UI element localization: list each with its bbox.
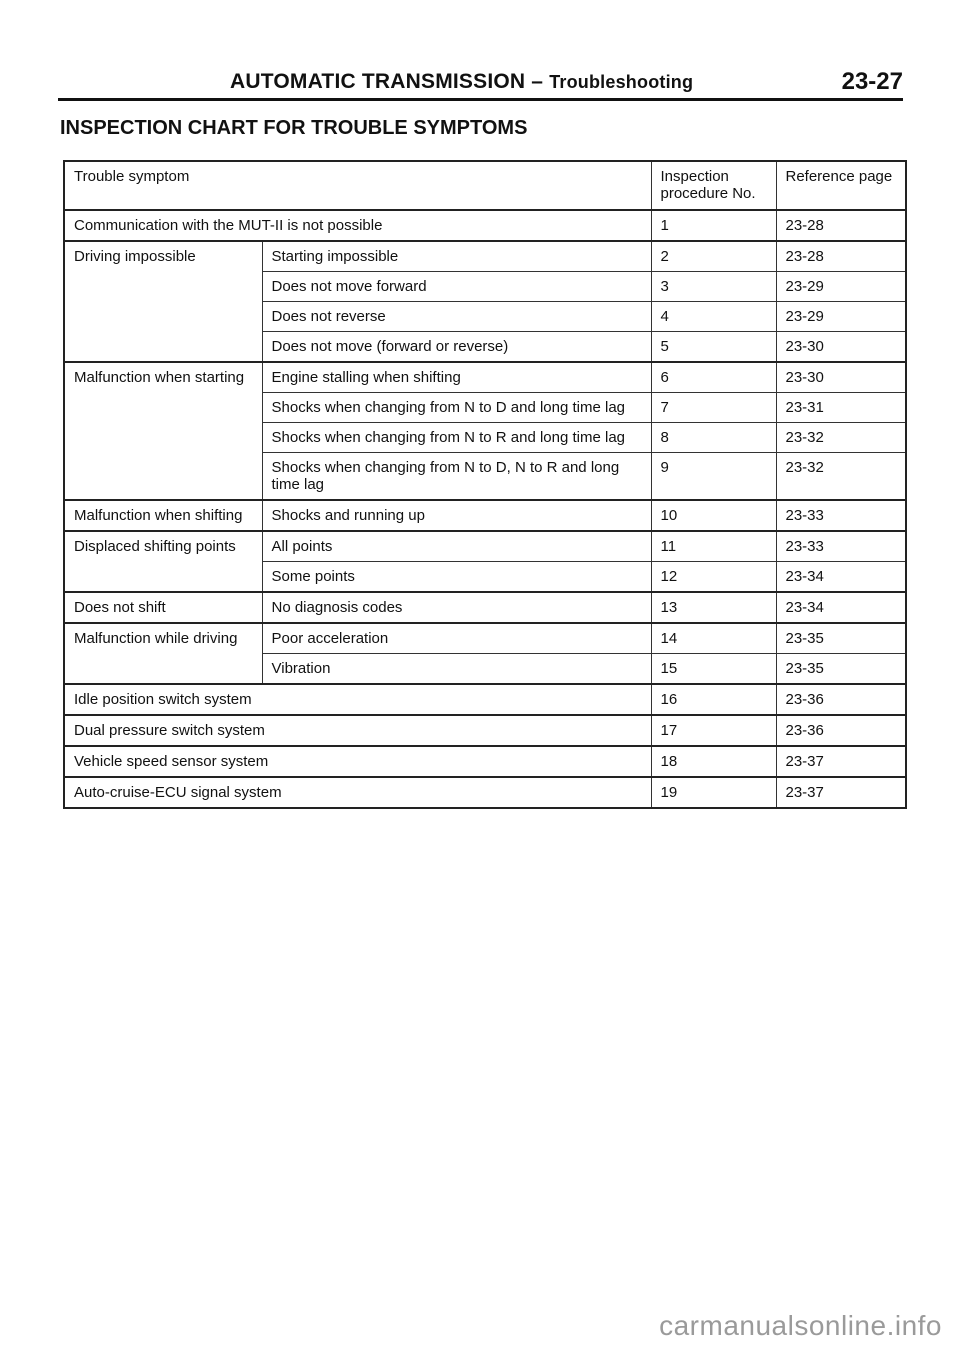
procedure-no-cell: 18 [651, 746, 776, 777]
procedure-no-cell: 19 [651, 777, 776, 808]
reference-page-cell: 23-36 [776, 684, 906, 715]
column-header-symptom: Trouble symptom [64, 161, 651, 210]
reference-page-cell: 23-29 [776, 302, 906, 332]
symptom-category-cell: Malfunction when shifting [64, 500, 262, 531]
procedure-no-cell: 15 [651, 654, 776, 685]
procedure-no-cell: 13 [651, 592, 776, 623]
procedure-no-cell: 12 [651, 562, 776, 593]
symptom-cell: Some points [262, 562, 651, 593]
table-body [64, 210, 906, 808]
reference-page-cell: 23-36 [776, 715, 906, 746]
symptom-category-cell: Idle position switch system [64, 684, 651, 715]
symptom-category-cell: Malfunction while driving [64, 623, 262, 684]
inspection-chart-table [63, 160, 907, 809]
table-row [64, 684, 906, 715]
chart-title: INSPECTION CHART FOR TROUBLE SYMPTOMS [60, 117, 528, 139]
reference-page-cell: 23-32 [776, 453, 906, 501]
procedure-no-cell: 14 [651, 623, 776, 654]
procedure-no-cell: 17 [651, 715, 776, 746]
symptom-category-cell: Auto-cruise-ECU signal system [64, 777, 651, 808]
column-header-procedure: Inspection procedure No. [651, 161, 776, 210]
procedure-no-cell: 2 [651, 241, 776, 272]
procedure-no-cell: 5 [651, 332, 776, 363]
table-row [64, 362, 906, 393]
symptom-cell: Vibration [262, 654, 651, 685]
page-number: 23-27 [841, 68, 903, 95]
section-subtitle: Troubleshooting [549, 72, 694, 92]
procedure-no-cell: 4 [651, 302, 776, 332]
page-header [58, 66, 903, 101]
section-title-main: AUTOMATIC TRANSMISSION [230, 70, 526, 93]
symptom-category-cell: Dual pressure switch system [64, 715, 651, 746]
procedure-no-cell: 10 [651, 500, 776, 531]
table-row [64, 241, 906, 272]
table-row [64, 623, 906, 654]
procedure-no-cell: 3 [651, 272, 776, 302]
watermark: carmanualsonline.info [659, 1310, 942, 1341]
symptom-cell: Shocks and running up [262, 500, 651, 531]
reference-page-cell: 23-35 [776, 654, 906, 685]
table-row [64, 531, 906, 562]
reference-page-cell: 23-30 [776, 332, 906, 363]
reference-page-cell: 23-32 [776, 423, 906, 453]
reference-page-cell: 23-37 [776, 777, 906, 808]
table-row [64, 715, 906, 746]
table-row [64, 777, 906, 808]
table-row [64, 746, 906, 777]
symptom-cell: All points [262, 531, 651, 562]
symptom-cell: Poor acceleration [262, 623, 651, 654]
procedure-no-cell: 1 [651, 210, 776, 241]
title-separator: – [531, 70, 544, 93]
column-header-reference: Reference page [776, 161, 906, 210]
reference-page-cell: 23-33 [776, 531, 906, 562]
symptom-cell: Starting impossible [262, 241, 651, 272]
table-row [64, 210, 906, 241]
reference-page-cell: 23-30 [776, 362, 906, 393]
reference-page-cell: 23-31 [776, 393, 906, 423]
symptom-cell: Does not move (forward or reverse) [262, 332, 651, 363]
symptom-category-cell: Vehicle speed sensor system [64, 746, 651, 777]
procedure-no-cell: 9 [651, 453, 776, 501]
symptom-cell: Shocks when changing from N to D and long time lag [262, 393, 651, 423]
symptom-cell: Does not reverse [262, 302, 651, 332]
symptom-cell: Does not move forward [262, 272, 651, 302]
table-header-row [64, 161, 906, 210]
table-row [64, 500, 906, 531]
procedure-no-cell: 7 [651, 393, 776, 423]
table-row [64, 592, 906, 623]
procedure-no-cell: 6 [651, 362, 776, 393]
reference-page-cell: 23-34 [776, 562, 906, 593]
symptom-category-cell: Malfunction when starting [64, 362, 262, 500]
symptom-cell: Shocks when changing from N to R and long time lag [262, 423, 651, 453]
reference-page-cell: 23-33 [776, 500, 906, 531]
symptom-category-cell: Communication with the MUT-II is not possible [64, 210, 651, 241]
symptom-cell: No diagnosis codes [262, 592, 651, 623]
procedure-no-cell: 16 [651, 684, 776, 715]
symptom-cell: Shocks when changing from N to D, N to R and long time lag [262, 453, 651, 501]
reference-page-cell: 23-34 [776, 592, 906, 623]
symptom-cell: Engine stalling when shifting [262, 362, 651, 393]
reference-page-cell: 23-28 [776, 241, 906, 272]
procedure-no-cell: 8 [651, 423, 776, 453]
symptom-category-cell: Driving impossible [64, 241, 262, 362]
symptom-category-cell: Does not shift [64, 592, 262, 623]
section-title [230, 70, 693, 94]
reference-page-cell: 23-29 [776, 272, 906, 302]
symptom-category-cell: Displaced shifting points [64, 531, 262, 592]
procedure-no-cell: 11 [651, 531, 776, 562]
reference-page-cell: 23-37 [776, 746, 906, 777]
reference-page-cell: 23-35 [776, 623, 906, 654]
reference-page-cell: 23-28 [776, 210, 906, 241]
